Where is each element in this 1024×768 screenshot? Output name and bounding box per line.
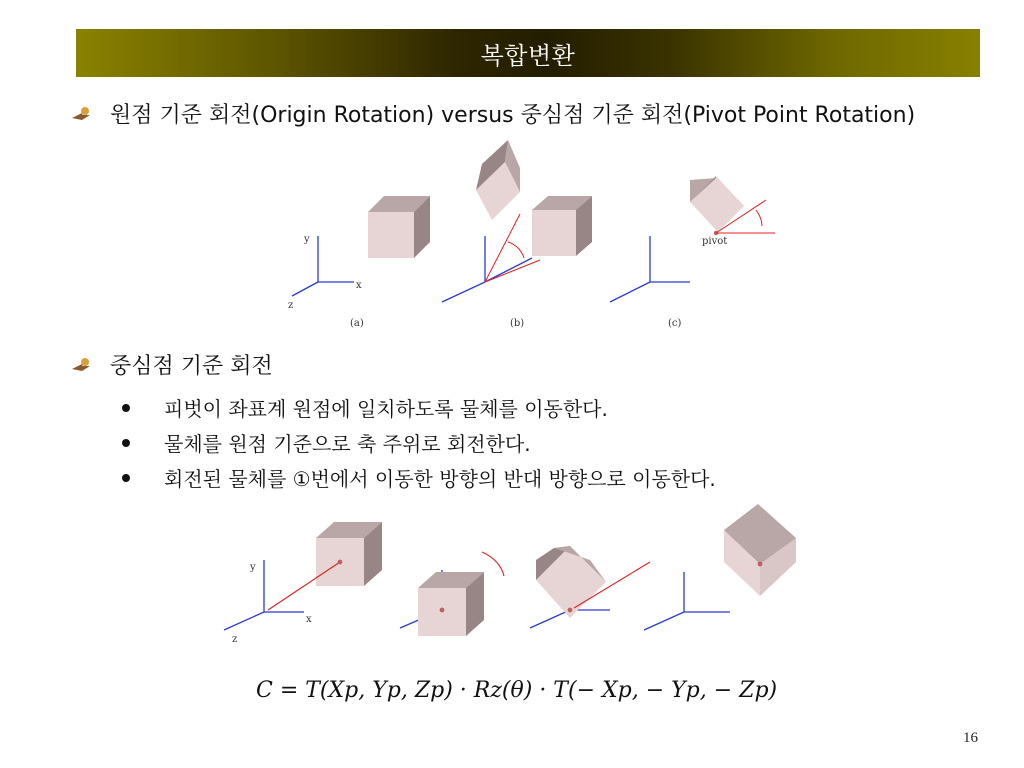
rotation-lines-b: [485, 214, 540, 282]
axis-x-label: x: [356, 280, 362, 291]
panel-b: [442, 140, 592, 329]
bullet-text: 중심점 기준 회전: [110, 354, 273, 379]
cube-step-3: [536, 546, 606, 618]
sub-bullet-step-1: [122, 393, 608, 422]
axis-y-label: y: [304, 234, 310, 245]
pivot-point: [568, 608, 573, 613]
cube-step-2: [418, 572, 484, 636]
cube-c-rotated: [690, 176, 744, 232]
step-2: [400, 552, 504, 636]
figure-origin-vs-pivot: [270, 140, 728, 340]
axis-x-label: x: [306, 614, 312, 625]
cube-step-4: [724, 504, 796, 596]
axes-c: [610, 236, 690, 302]
axis-z-label: z: [288, 300, 294, 311]
bullet-origin-vs-pivot: [70, 100, 950, 131]
sub-bullet-text: 회전된 물체를 ①번에서 이동한 방향의 반대 방향으로 이동한다.: [164, 467, 716, 491]
page-number: 16: [963, 730, 978, 746]
pivot-point: [338, 560, 343, 565]
axis-y-label: y: [250, 562, 256, 573]
bullet-text: 원점 기준 회전(Origin Rotation) versus 중심점 기준 회전(Pivot Point Rotation): [110, 103, 916, 128]
bullet-dot-icon: [122, 474, 130, 482]
cube-step-1: [316, 522, 382, 586]
pivot-point: [440, 608, 445, 613]
panel-c: [610, 176, 775, 329]
cube-b-rotated: [476, 140, 520, 220]
axes-a: [292, 236, 354, 296]
bullet-arrow-icon: [70, 106, 92, 122]
sub-bullet-text: 피벗이 좌표계 원점에 일치하도록 물체를 이동한다.: [164, 397, 608, 421]
cube-a: [368, 196, 430, 258]
bullet-arrow-icon: [70, 357, 92, 373]
sub-bullet-text: 물체를 원점 기준으로 축 주위로 회전한다.: [164, 432, 531, 456]
title-bar: [76, 29, 980, 77]
composite-transform-formula: C = T(Xp, Yp, Zp) · Rz(θ) · T(− Xp, − Yp, − Zp): [256, 678, 778, 703]
figure-pivot-steps: [214, 500, 814, 648]
axes-step-1: [224, 560, 304, 630]
step-1: [224, 522, 382, 645]
bullet-dot-icon: [122, 404, 130, 412]
step-4: [644, 504, 796, 630]
rotation-arrow: [482, 552, 504, 576]
cube-b: [532, 196, 592, 256]
caption-c: (c): [668, 318, 682, 329]
sub-bullet-step-3: [122, 463, 716, 492]
caption-b: (b): [510, 318, 525, 329]
slide-title: 복합변환: [480, 41, 576, 70]
caption-a: (a): [350, 318, 364, 329]
sub-bullet-step-2: [122, 428, 531, 457]
pivot-point: [758, 562, 763, 567]
pivot-label: pivot: [702, 236, 728, 247]
axes-step-4: [644, 572, 730, 630]
bullet-pivot-rotation: [70, 351, 950, 382]
bullet-dot-icon: [122, 439, 130, 447]
step-3: [530, 546, 650, 628]
panel-a: [288, 196, 430, 329]
axis-z-label: z: [232, 634, 238, 645]
